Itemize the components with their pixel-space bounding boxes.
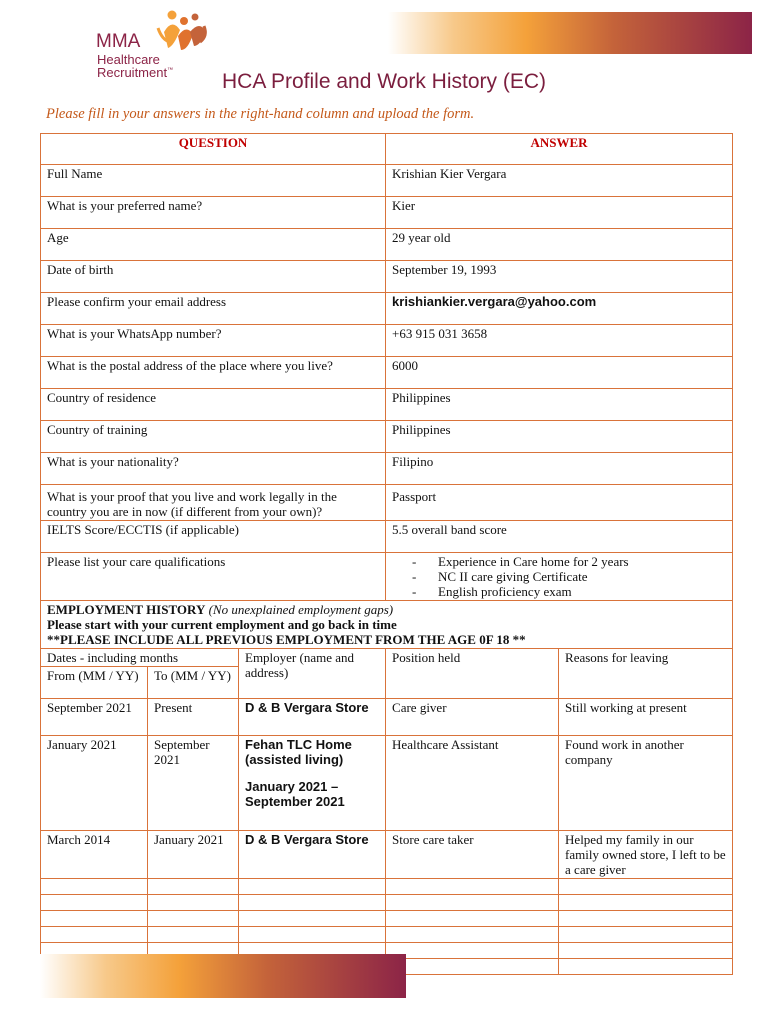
table-row (41, 421, 733, 453)
question-cell: What is the postal address of the place where you live? (41, 357, 386, 389)
table-row (41, 197, 733, 229)
table-row (41, 389, 733, 421)
from-header: From (MM / YY) (41, 667, 148, 699)
question-cell: Country of residence (41, 389, 386, 421)
empty-cell[interactable] (41, 879, 148, 895)
table-row (41, 553, 733, 601)
form-instructions: Please fill in your answers in the right-hand column and upload the form. (46, 106, 475, 122)
logo-mma-text: MMA (96, 31, 141, 52)
to-cell[interactable]: January 2021 (148, 831, 239, 879)
employment-history-heading-row (41, 601, 733, 649)
question-cell: What is your proof that you live and work legally in the country you are in now (if different from your own)? (41, 485, 386, 521)
to-cell[interactable]: September 2021 (148, 736, 239, 831)
qualifications-answer-cell[interactable] (386, 553, 733, 601)
empty-cell[interactable] (148, 879, 239, 895)
answer-cell[interactable]: +63 915 031 3658 (386, 325, 733, 357)
empty-cell[interactable] (559, 959, 733, 975)
employer-cell[interactable] (239, 736, 386, 831)
answer-cell[interactable]: 5.5 overall band score (386, 521, 733, 553)
position-cell[interactable]: Store care taker (386, 831, 559, 879)
employer-header: Employer (name and address) (239, 649, 386, 699)
question-cell: Please confirm your email address (41, 293, 386, 325)
table-row (41, 831, 733, 879)
reason-cell[interactable]: Helped my family in our family owned store, I left to be a care giver (559, 831, 733, 879)
question-cell: IELTS Score/ECCTIS (if applicable) (41, 521, 386, 553)
answer-cell[interactable]: Krishian Kier Vergara (386, 165, 733, 197)
logo-healthcare-text: Healthcare (97, 52, 160, 67)
empty-cell[interactable] (148, 895, 239, 911)
employer-name: Fehan TLC Home (assisted living) (245, 737, 352, 767)
question-cell: What is your nationality? (41, 453, 386, 485)
empty-cell[interactable] (41, 895, 148, 911)
empty-cell[interactable] (559, 943, 733, 959)
table-row (41, 453, 733, 485)
reasons-header: Reasons for leaving (559, 649, 733, 699)
page-title: HCA Profile and Work History (EC) (221, 70, 547, 93)
table-row (41, 895, 733, 911)
answer-cell[interactable]: Philippines (386, 389, 733, 421)
answer-header: ANSWER (386, 134, 733, 165)
qualifications-list (392, 554, 726, 599)
empty-cell[interactable] (41, 911, 148, 927)
table-row (41, 485, 733, 521)
footer-gradient-bar (40, 954, 406, 998)
empty-cell[interactable] (386, 959, 559, 975)
employment-dates-header-row (41, 649, 733, 667)
table-header-row (41, 134, 733, 165)
empty-cell[interactable] (386, 911, 559, 927)
header-gradient-bar (388, 12, 752, 54)
empty-cell[interactable] (239, 911, 386, 927)
employment-heading-note: (No unexplained employment gaps) (208, 602, 394, 617)
employment-instruction-line: Please start with your current employment and go back in time (47, 617, 397, 632)
table-row (41, 293, 733, 325)
table-row (41, 165, 733, 197)
profile-form-table (40, 133, 733, 975)
question-header: QUESTION (41, 134, 386, 165)
table-row (41, 261, 733, 293)
answer-cell[interactable]: Kier (386, 197, 733, 229)
employment-heading-text: EMPLOYMENT HISTORY (47, 602, 206, 617)
empty-cell[interactable] (386, 943, 559, 959)
to-header: To (MM / YY) (148, 667, 239, 699)
empty-cell[interactable] (239, 895, 386, 911)
table-row (41, 736, 733, 831)
empty-cell[interactable] (386, 879, 559, 895)
to-cell[interactable]: Present (148, 699, 239, 736)
empty-cell[interactable] (239, 927, 386, 943)
table-row (41, 357, 733, 389)
position-cell[interactable]: Healthcare Assistant (386, 736, 559, 831)
table-row (41, 911, 733, 927)
empty-cell[interactable] (41, 927, 148, 943)
answer-cell[interactable]: September 19, 1993 (386, 261, 733, 293)
question-cell: Full Name (41, 165, 386, 197)
empty-cell[interactable] (559, 927, 733, 943)
table-row (41, 879, 733, 895)
empty-cell[interactable] (386, 895, 559, 911)
reason-cell[interactable]: Still working at present (559, 699, 733, 736)
empty-cell[interactable] (148, 927, 239, 943)
employer-cell[interactable]: D & B Vergara Store (239, 831, 386, 879)
employment-history-heading (41, 601, 733, 649)
answer-cell[interactable]: Passport (386, 485, 733, 521)
empty-cell[interactable] (559, 911, 733, 927)
question-cell: What is your WhatsApp number? (41, 325, 386, 357)
question-cell: What is your preferred name? (41, 197, 386, 229)
question-cell: Country of training (41, 421, 386, 453)
empty-cell[interactable] (239, 879, 386, 895)
answer-cell[interactable]: Philippines (386, 421, 733, 453)
position-header: Position held (386, 649, 559, 699)
empty-cell[interactable] (559, 895, 733, 911)
dates-header: Dates - including months (41, 649, 239, 667)
logo-recruitment-text: Recruitment™ (97, 65, 174, 80)
employment-age-note: **PLEASE INCLUDE ALL PREVIOUS EMPLOYMENT FROM THE AGE 0F 18 ** (47, 632, 526, 647)
answer-cell[interactable]: 6000 (386, 357, 733, 389)
from-cell[interactable]: September 2021 (41, 699, 148, 736)
from-cell[interactable]: March 2014 (41, 831, 148, 879)
answer-cell[interactable]: 29 year old (386, 229, 733, 261)
empty-cell[interactable] (386, 927, 559, 943)
empty-cell[interactable] (559, 879, 733, 895)
reason-cell[interactable]: Found work in another company (559, 736, 733, 831)
list-item: - English proficiency exam (412, 584, 726, 599)
email-answer-cell[interactable]: krishiankier.vergara@yahoo.com (386, 293, 733, 325)
question-cell: Age (41, 229, 386, 261)
table-row (41, 927, 733, 943)
table-row (41, 699, 733, 736)
table-row (41, 521, 733, 553)
empty-cell[interactable] (148, 911, 239, 927)
position-cell[interactable]: Care giver (386, 699, 559, 736)
employer-cell[interactable]: D & B Vergara Store (239, 699, 386, 736)
from-cell[interactable]: January 2021 (41, 736, 148, 831)
table-row (41, 229, 733, 261)
table-row (41, 325, 733, 357)
question-cell: Date of birth (41, 261, 386, 293)
employer-dates: January 2021 – September 2021 (245, 779, 345, 809)
list-item: - Experience in Care home for 2 years (412, 554, 726, 569)
list-item: - NC II care giving Certificate (412, 569, 726, 584)
question-cell: Please list your care qualifications (41, 553, 386, 601)
answer-cell[interactable]: Filipino (386, 453, 733, 485)
